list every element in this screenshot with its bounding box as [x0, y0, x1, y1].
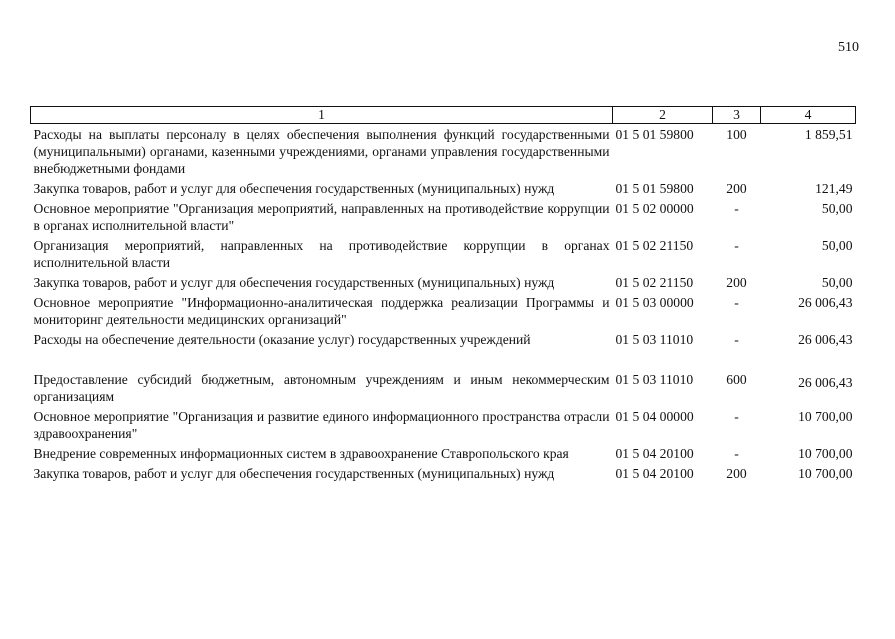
row-code: 01 5 04 20100 [615, 446, 694, 461]
row-type: - [734, 238, 739, 253]
row-type: - [734, 446, 739, 461]
table-row [31, 235, 856, 272]
row-type: 100 [726, 127, 747, 142]
row-type: - [734, 332, 739, 347]
row-code: 01 5 01 59800 [615, 181, 694, 196]
row-code: 01 5 04 20100 [615, 466, 694, 481]
row-amount: 121,49 [815, 181, 853, 196]
row-description: Основное мероприятие "Организация мероприятий, направленных на противодействие коррупции в органах исполнительной власти" [33, 201, 610, 233]
row-description: Предоставление субсидий бюджетным, автономным учреждениям и иным некоммерческим организациям [33, 372, 610, 404]
row-amount: 10 700,00 [798, 466, 853, 481]
row-amount: 10 700,00 [798, 409, 853, 424]
header-cell-2: 2 [613, 107, 713, 124]
row-amount: 1 859,51 [804, 127, 853, 142]
row-description: Расходы на обеспечение деятельности (оказание услуг) государственных учреждений [33, 332, 531, 347]
budget-table [30, 106, 856, 483]
row-amount: 26 006,43 [798, 332, 853, 347]
row-code: 01 5 02 21150 [615, 275, 694, 290]
table-row [31, 178, 856, 198]
table-row [31, 198, 856, 235]
table-row [31, 329, 856, 349]
row-code: 01 5 04 00000 [615, 409, 694, 424]
row-amount: 10 700,00 [798, 446, 853, 461]
table-row [31, 124, 856, 179]
table-row [31, 292, 856, 329]
header-cell-3: 3 [713, 107, 761, 124]
row-type: - [734, 295, 739, 310]
table-row [31, 443, 856, 463]
header-cell-4: 4 [761, 107, 856, 124]
row-type: 200 [726, 181, 747, 196]
row-type: - [734, 201, 739, 216]
table-body [31, 124, 856, 484]
row-description: Основное мероприятие "Организация и развитие единого информационного пространства отрасли здравоохранения" [33, 409, 610, 441]
row-description: Внедрение современных информационных систем в здравоохранение Ставропольского края [33, 446, 569, 461]
table-row [31, 463, 856, 483]
table-header [31, 107, 856, 124]
row-code: 01 5 03 11010 [615, 332, 694, 347]
header-cell-1: 1 [31, 107, 613, 124]
row-amount: 50,00 [821, 238, 853, 253]
row-type: 200 [726, 275, 747, 290]
row-type: - [734, 409, 739, 424]
row-description: Организация мероприятий, направленных на противодействие коррупции в органах исполнительной власти [33, 238, 610, 270]
table-row [31, 349, 856, 406]
row-amount: 50,00 [821, 201, 853, 216]
row-type: 600 [726, 372, 747, 387]
row-code: 01 5 02 21150 [615, 238, 694, 253]
row-code: 01 5 02 00000 [615, 201, 694, 216]
page-number: 510 [838, 40, 859, 55]
header-row [31, 107, 856, 124]
row-description: Расходы на выплаты персоналу в целях обеспечения выполнения функций государственными (муниципальными) органами, казенными учреждениями, органами управления государственными внебюджетными фондами [33, 127, 610, 176]
row-code: 01 5 01 59800 [615, 127, 694, 142]
row-amount: 26 006,43 [798, 295, 853, 310]
row-code: 01 5 03 00000 [615, 295, 694, 310]
row-description: Основное мероприятие "Информационно-аналитическая поддержка реализации Программы и мониторинг деятельности медицинских организаций" [33, 295, 610, 327]
row-description: Закупка товаров, работ и услуг для обеспечения государственных (муниципальных) нужд [33, 275, 555, 290]
row-description: Закупка товаров, работ и услуг для обеспечения государственных (муниципальных) нужд [33, 181, 555, 196]
row-description: Закупка товаров, работ и услуг для обеспечения государственных (муниципальных) нужд [33, 466, 555, 481]
table-row [31, 272, 856, 292]
row-amount: 50,00 [821, 275, 853, 290]
table-row [31, 406, 856, 443]
row-code: 01 5 03 11010 [615, 372, 694, 387]
row-amount: 26 006,43 [798, 375, 853, 390]
row-type: 200 [726, 466, 747, 481]
